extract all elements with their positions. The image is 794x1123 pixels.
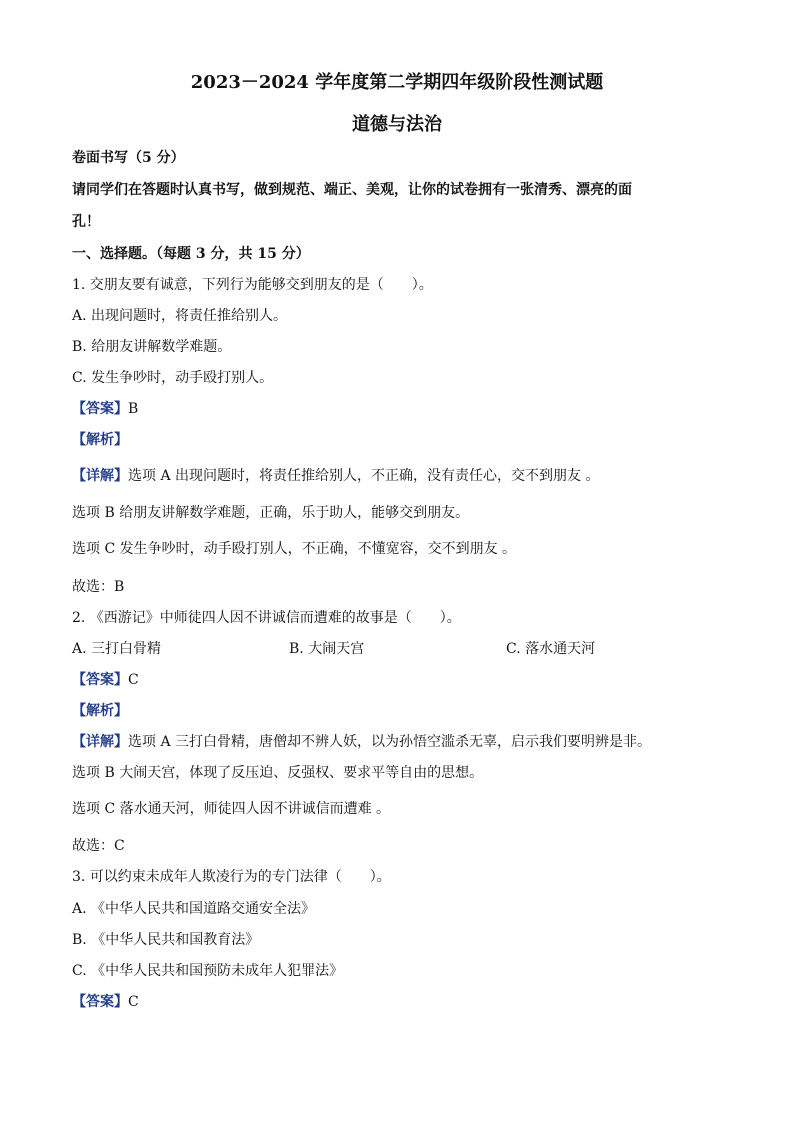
q1-detail-1-text: 选项 A 出现问题时，将责任推给别人，不正确，没有责任心，交不到朋友 。 [128,468,600,484]
q1-answer-value: B [128,401,139,417]
q2-analysis: 【解析】 [72,703,128,719]
q2-option-b: B. 大闹天宫 [289,641,365,657]
q1-detail-2: 选项 B 给朋友讲解数学难题，正确，乐于助人，能够交到朋友。 [72,505,470,521]
q3-option-b: B. 《中华人民共和国教育法》 [72,932,260,948]
q3-stem: 3. 可以约束未成年人欺凌行为的专门法律（ ）。 [72,869,391,885]
q2-option-a: A. 三打白骨精 [72,641,162,657]
q1-choose: 故选：B [72,579,125,595]
q3-option-c: C. 《中华人民共和国预防未成年人犯罪法》 [72,963,344,979]
q2-stem: 2. 《西游记》中师徒四人因不讲诚信而遭难的故事是（ ）。 [72,610,461,626]
writing-header: 卷面书写（5 分） [72,150,185,166]
q1-option-c: C. 发生争吵时，动手殴打别人。 [72,370,274,386]
section-heading: 一、选择题。（每题 3 分，共 15 分） [72,246,310,262]
q2-answer-value: C [128,672,139,688]
writing-note-line2: 孔！ [72,214,100,230]
answer-tag: 【答案】 [72,994,128,1010]
answer-tag: 【答案】 [72,401,128,417]
answer-tag: 【答案】 [72,672,128,688]
q3-option-a: A. 《中华人民共和国道路交通安全法》 [72,901,316,917]
q2-detail-1 [72,732,651,752]
q3-answer [72,992,139,1012]
q1-stem: 1. 交朋友要有诚意，下列行为能够交到朋友的是（ ）。 [72,277,433,293]
q2-detail-1-text: 选项 A 三打白骨精，唐僧却不辨人妖，以为孙悟空滥杀无辜，启示我们要明辨是非。 [128,734,652,750]
q1-answer [72,399,138,419]
q1-detail-3: 选项 C 发生争吵时，动手殴打别人，不正确，不懂宽容，交不到朋友 。 [72,541,517,557]
detail-tag: 【详解】 [72,734,128,750]
q2-detail-3: 选项 C 落水通天河，师徒四人因不讲诚信而遭难 。 [72,801,391,817]
q3-answer-value: C [128,994,139,1010]
exam-title: 2023－2024 学年度第二学期四年级阶段性测试题 [190,72,604,93]
q2-choose: 故选：C [72,838,125,854]
q1-option-b: B. 给朋友讲解数学难题。 [72,339,232,355]
q2-option-c: C. 落水通天河 [506,641,596,657]
writing-note-line1: 请同学们在答题时认真书写，做到规范、端正、美观，让你的试卷拥有一张清秀、漂亮的面 [72,182,632,198]
q2-detail-2: 选项 B 大闹天宫，体现了反压迫、反强权、要求平等自由的思想。 [72,765,484,781]
detail-tag: 【详解】 [72,468,128,484]
q1-analysis: 【解析】 [72,432,128,448]
q1-option-a: A. 出现问题时，将责任推给别人。 [72,308,288,324]
q2-answer [72,670,139,690]
subject-title: 道德与法治 [352,114,442,135]
q1-detail-1 [72,466,599,486]
